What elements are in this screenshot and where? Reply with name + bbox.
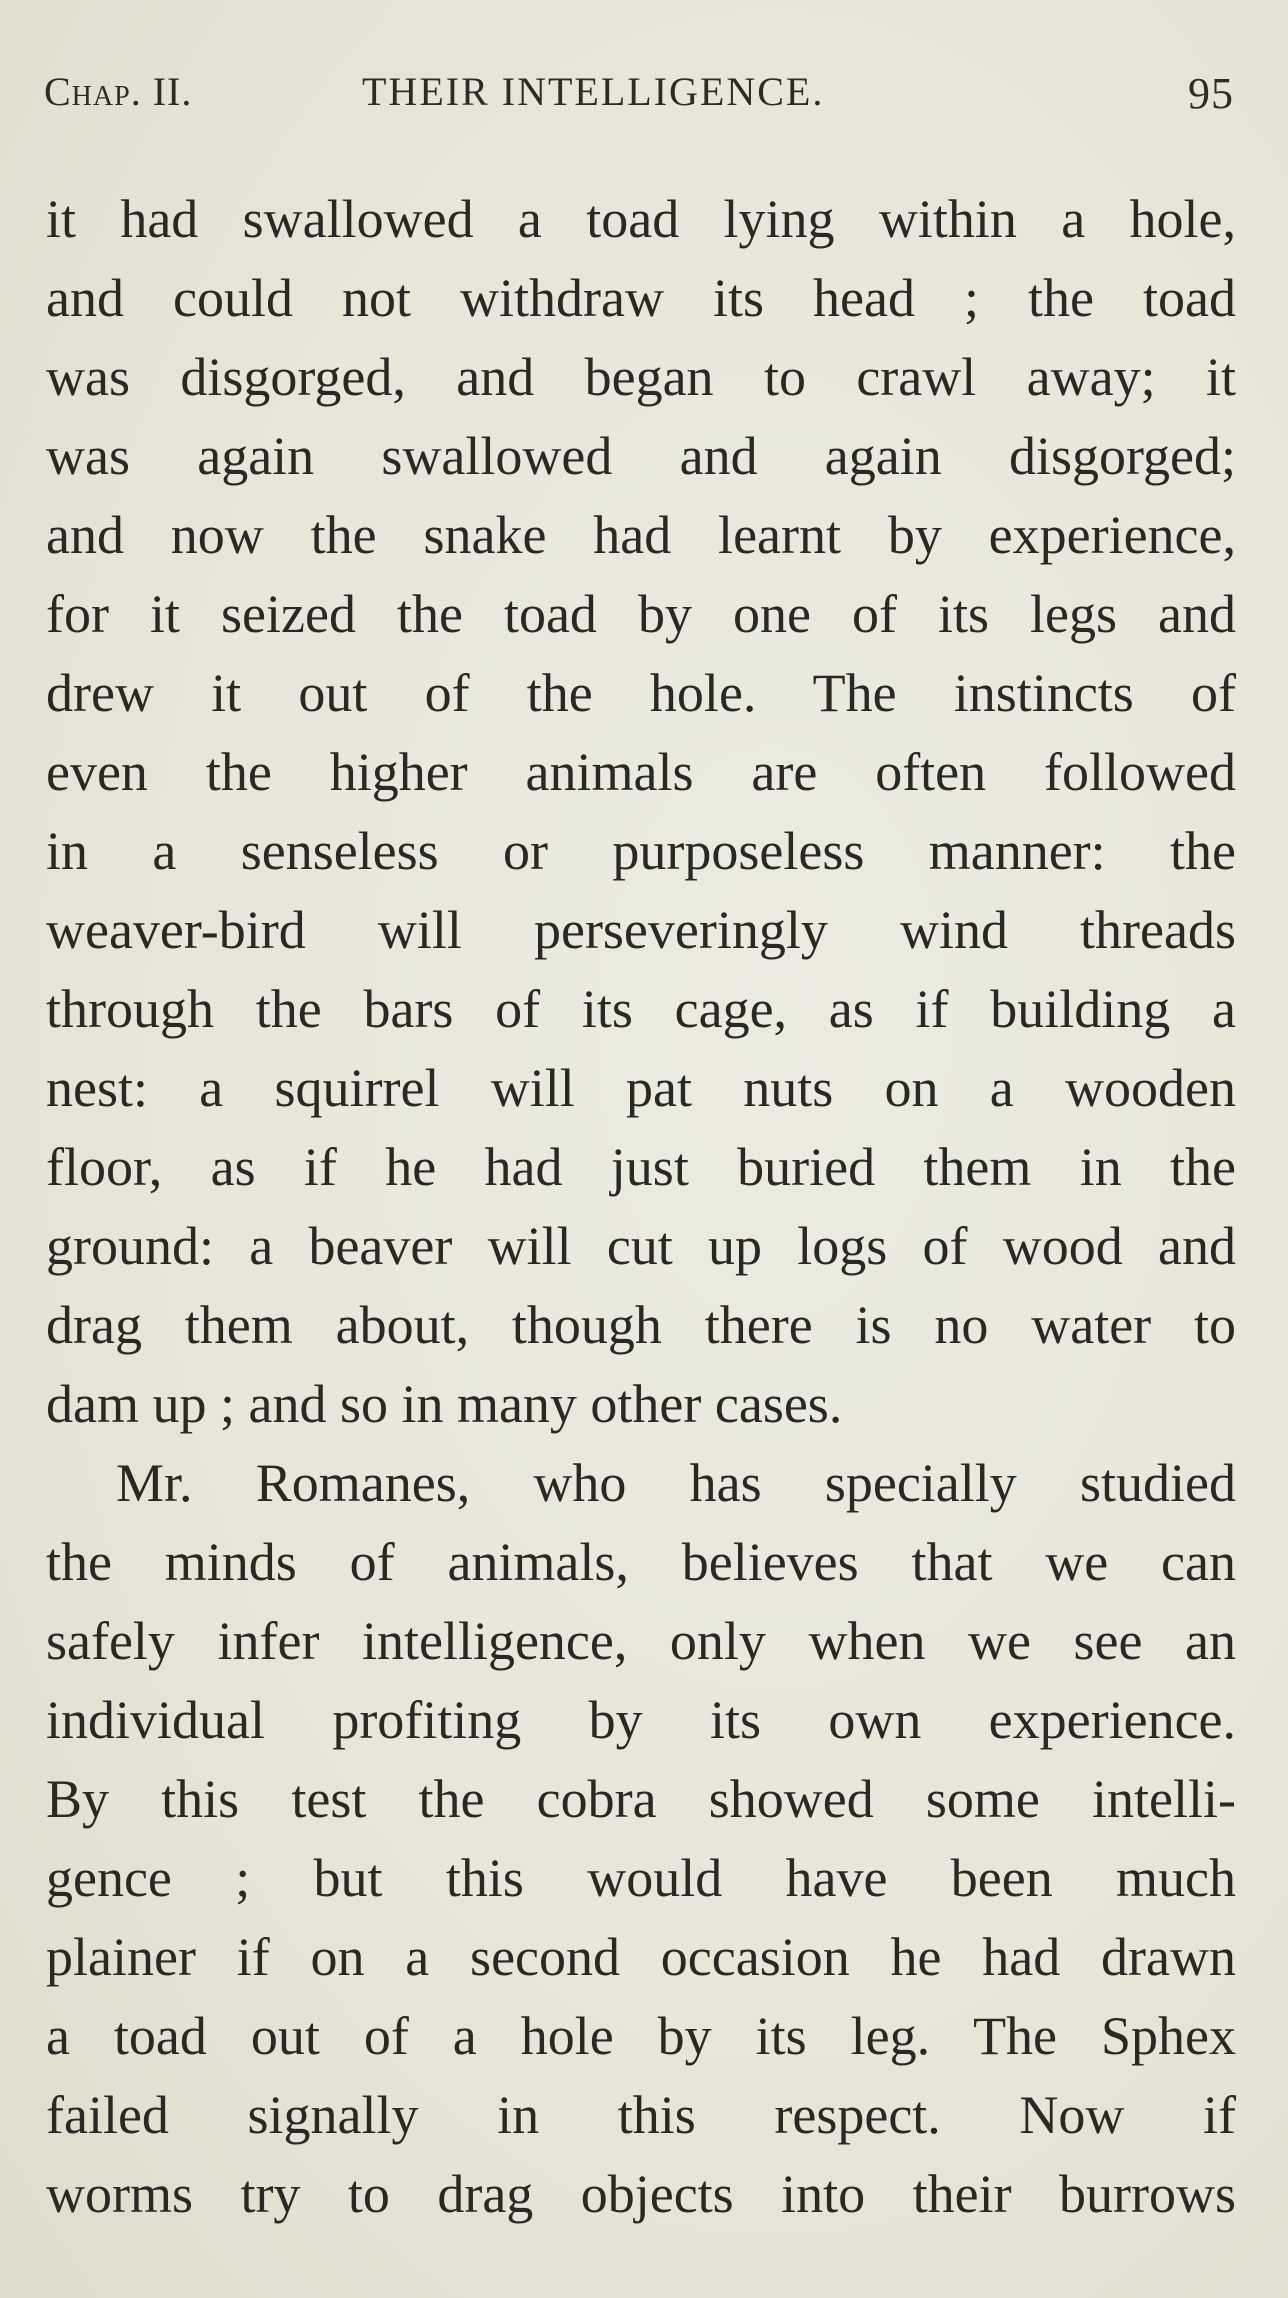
chapter-title: THEIR INTELLIGENCE. (362, 69, 825, 114)
text-line: individual profiting by its own experience. (46, 1690, 1236, 1750)
text-line: in a senseless or purposeless manner: the (46, 821, 1236, 881)
text-line: drew it out of the hole. The instincts of (46, 663, 1236, 723)
running-head (44, 68, 1234, 128)
text-line: was disgorged, and began to crawl away; it (46, 347, 1236, 407)
page-number: 95 (1188, 69, 1234, 118)
text-line: even the higher animals are often followed (46, 742, 1236, 802)
text-line: nest: a squirrel will pat nuts on a wooden (46, 1058, 1236, 1118)
text-line: plainer if on a second occasion he had drawn (46, 1927, 1236, 1987)
text-line: ground: a beaver will cut up logs of wood and (46, 1216, 1236, 1276)
text-line: drag them about, though there is no water to (46, 1295, 1236, 1355)
text-line: the minds of animals, believes that we can (46, 1532, 1236, 1592)
text-line: gence ; but this would have been much (46, 1848, 1236, 1908)
body-text (46, 180, 1236, 2234)
text-line: it had swallowed a toad lying within a hole, (46, 189, 1236, 249)
text-line: dam up ; and so in many other cases. (46, 1374, 843, 1434)
text-line: weaver-bird will perseveringly wind threads (46, 900, 1236, 960)
text-line: worms try to drag objects into their burrows (46, 2164, 1236, 2224)
text-line: failed signally in this respect. Now if (46, 2085, 1236, 2145)
text-line: and could not withdraw its head ; the toad (46, 268, 1236, 328)
chapter-label: Chap. II. (44, 69, 193, 114)
text-line: safely infer intelligence, only when we see an (46, 1611, 1236, 1671)
text-line: was again swallowed and again disgorged; (46, 426, 1236, 486)
text-line: floor, as if he had just buried them in the (46, 1137, 1236, 1197)
text-line: Mr. Romanes, who has specially studied (116, 1453, 1236, 1513)
text-line: By this test the cobra showed some intelli- (46, 1769, 1236, 1829)
text-line: and now the snake had learnt by experience, (46, 505, 1236, 565)
text-line: for it seized the toad by one of its legs and (46, 584, 1236, 644)
text-line: a toad out of a hole by its leg. The Sphex (46, 2006, 1236, 2066)
text-line: through the bars of its cage, as if building a (46, 979, 1236, 1039)
